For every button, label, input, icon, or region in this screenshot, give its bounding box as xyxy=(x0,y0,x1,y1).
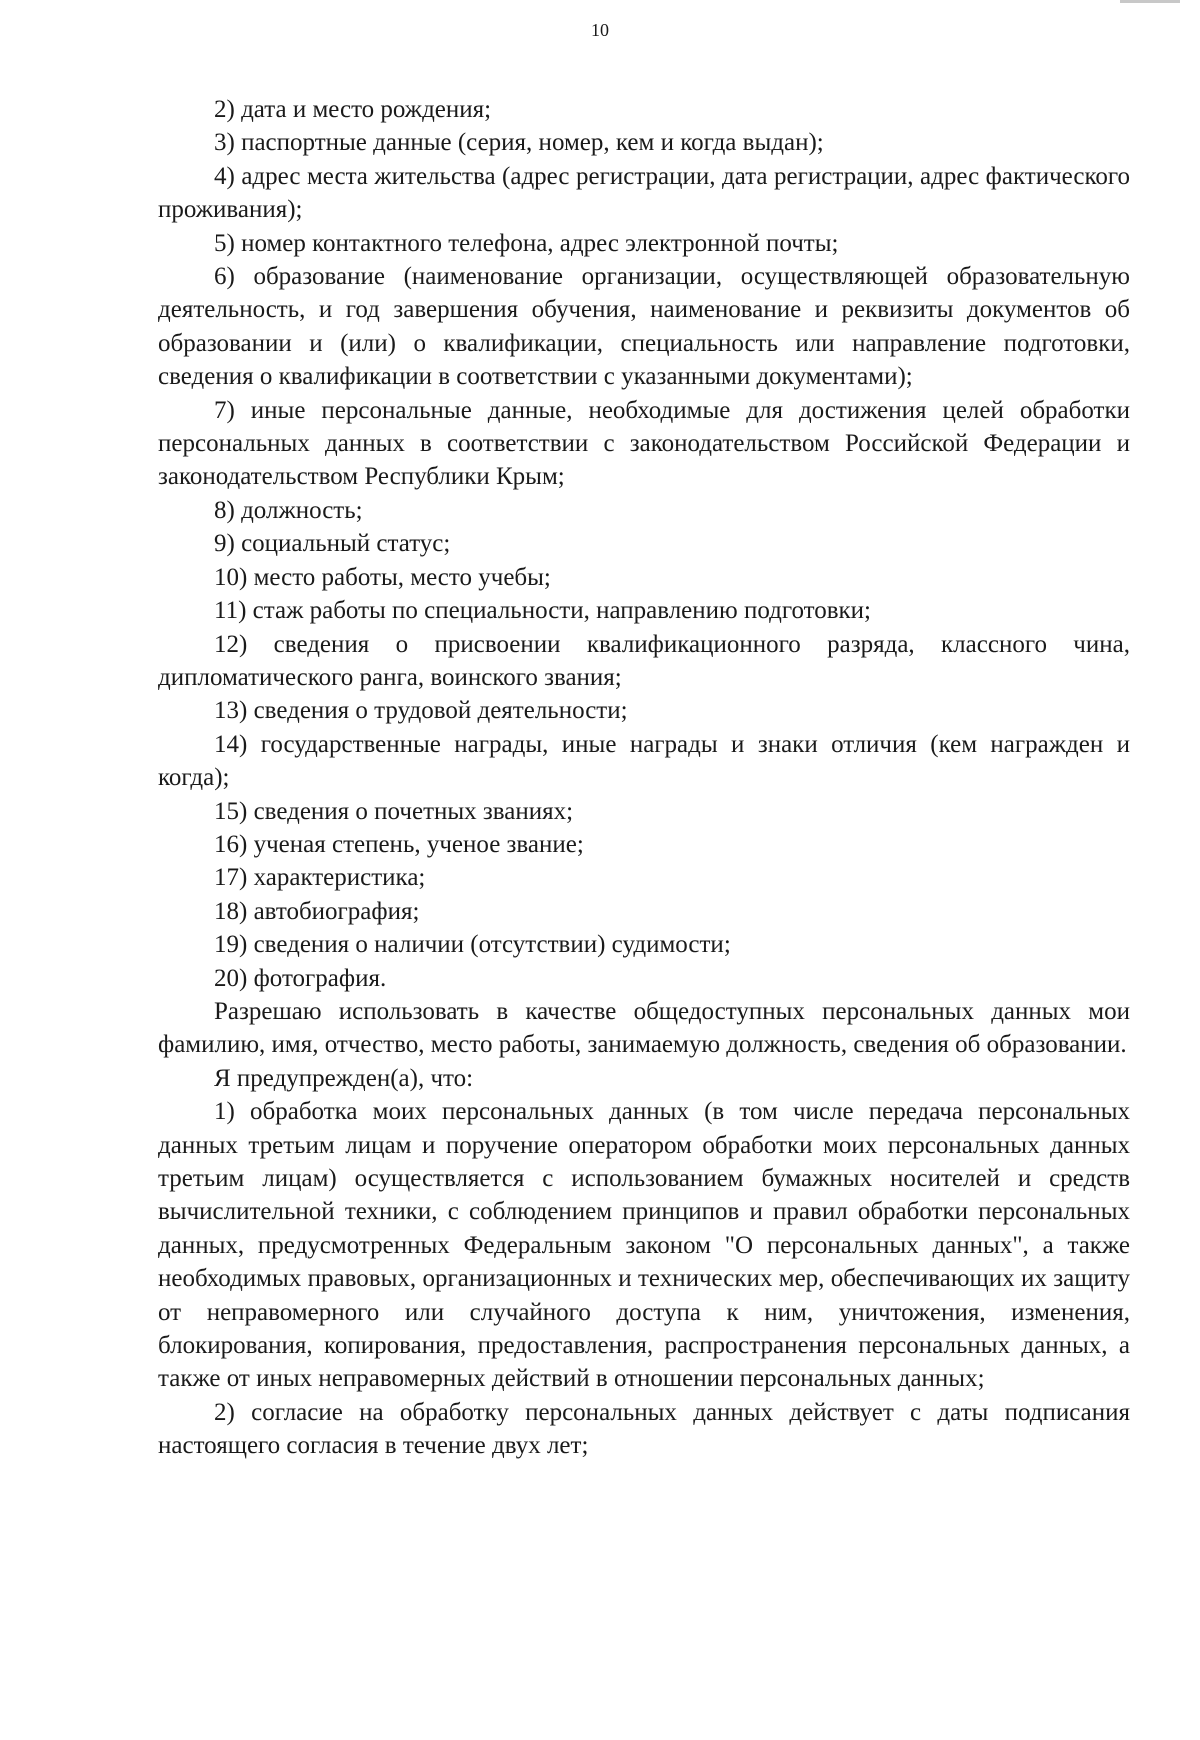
list-item-birth: 2) дата и место рождения; xyxy=(214,96,492,123)
scan-artifact xyxy=(1120,0,1180,3)
body-text xyxy=(158,93,1130,1463)
page-number: 10 xyxy=(591,20,609,40)
list-item-characteristic: 17) характеристика; xyxy=(214,864,426,892)
list-item-contacts: 5) номер контактного телефона, адрес электронной почты; xyxy=(214,229,839,257)
list-item-position: 8) должность; xyxy=(214,496,363,524)
list-item-other-data: 7) иные персональные данные, необходимые для достижения целей обработки персональных данных в соответствии с законодательством Российской Федерации и законодательством Республики Крым; xyxy=(158,396,1130,491)
paragraph-processing: 1) обработка моих персональных данных (в том числе передача персональных данных третьим лицам и поручение оператором обработки моих персональных данных третьим лицам) осуществляется с использованием бумажных носителей и средств вычислительной техники, с соблюдением принципов и правил обработки персональных данных, предусмотренных Федеральным законом "О персональных данных", а также необходимых правовых, организационных и технических мер, обеспечивающих их защиту от неправомерного или случайного доступа к ним, уничтожения, изменения, блокирования, копирования, предоставления, распространения персональных данных, а также от иных неправомерных действий в отношении персональных данных; xyxy=(158,1098,1130,1393)
list-item-awards: 14) государственные награды, иные награды и знаки отличия (кем награжден и когда); xyxy=(158,730,1130,792)
list-item-passport: 3) паспортные данные (серия, номер, кем и когда выдан); xyxy=(214,129,824,157)
paragraph-consent-term: 2) согласие на обработку персональных данных действует с даты подписания настоящего согласия в течение двух лет; xyxy=(158,1398,1130,1460)
list-item-social-status: 9) социальный статус; xyxy=(214,530,451,558)
list-item-honorary-titles: 15) сведения о почетных званиях; xyxy=(214,797,574,825)
list-item-degree: 16) ученая степень, ученое звание; xyxy=(214,830,584,858)
list-item-photo: 20) фотография. xyxy=(214,964,387,992)
list-item-education: 6) образование (наименование организации, осуществляющей образовательную деятельность, и год завершения обучения, наименование и реквизиты документов об образовании и (или) о квалификации, специальность или направление подготовки, сведения о квалификации в соответствии с указанными документами); xyxy=(158,263,1130,391)
list-item-criminal-record: 19) сведения о наличии (отсутствии) судимости; xyxy=(214,931,731,959)
list-item-address: 4) адрес места жительства (адрес регистрации, дата регистрации, адрес фактического проживания); xyxy=(158,162,1130,224)
paragraph-public-data: Разрешаю использовать в качестве общедоступных персональных данных мои фамилию, имя, отчество, место работы, занимаемую должность, сведения об образовании. xyxy=(158,997,1130,1059)
list-item-workplace: 10) место работы, место учебы; xyxy=(214,563,551,591)
list-item-rank: 12) сведения о присвоении квалификационного разряда, классного чина, дипломатического ранга, воинского звания; xyxy=(158,630,1130,691)
paragraph-warned: Я предупрежден(а), что: xyxy=(214,1064,474,1092)
list-item-work-history: 13) сведения о трудовой деятельности; xyxy=(214,697,628,725)
list-item-experience: 11) стаж работы по специальности, направлению подготовки; xyxy=(214,597,872,625)
list-item-autobiography: 18) автобиография; xyxy=(214,897,420,925)
